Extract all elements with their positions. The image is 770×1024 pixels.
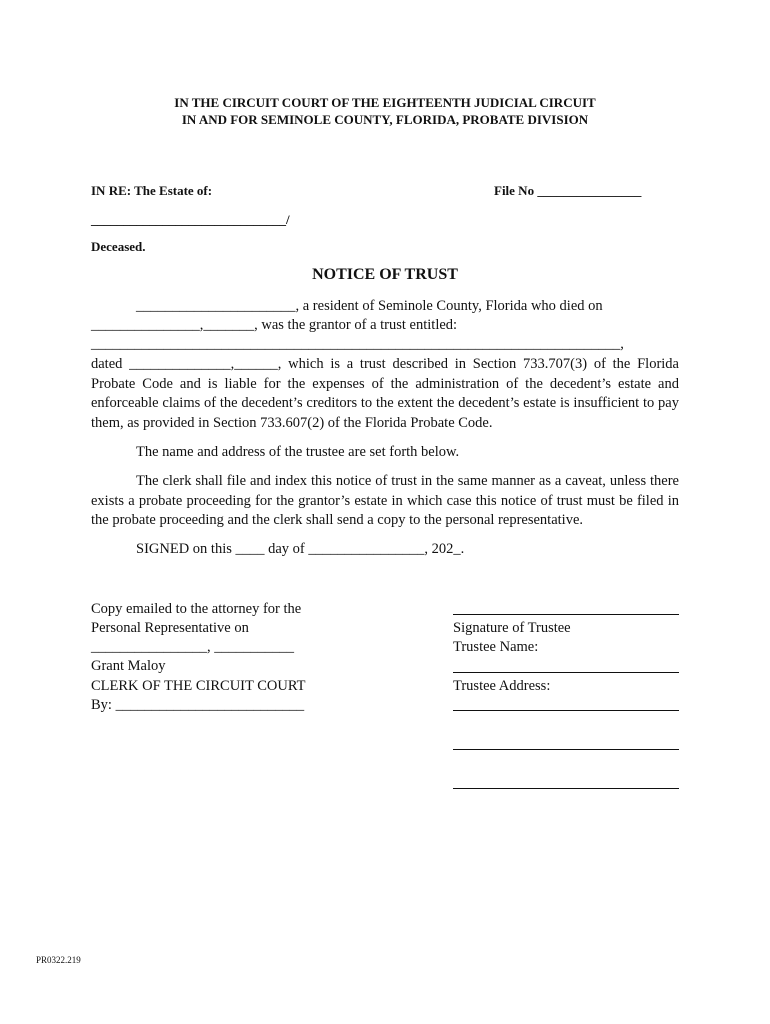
trustee-address-line3 bbox=[453, 788, 679, 789]
trustee-address-line1 bbox=[453, 710, 679, 711]
grantor-line: ______________________, a resident of Seminole County, Florida who died on bbox=[136, 298, 603, 314]
trustee-address-label: Trustee Address: bbox=[453, 678, 551, 694]
trustee-address-line2 bbox=[453, 749, 679, 750]
in-re-label: IN RE: The Estate of: bbox=[91, 183, 213, 198]
court-heading-line2: IN AND FOR SEMINOLE COUNTY, FLORIDA, PROBATE DIVISION bbox=[181, 112, 589, 127]
copy-emailed-line1: Copy emailed to the attorney for the bbox=[91, 601, 302, 617]
clerk-by-line: By: __________________________ bbox=[91, 697, 305, 713]
form-code: PR0322.219 bbox=[36, 955, 81, 965]
trustee-name-line bbox=[453, 672, 679, 673]
court-heading-line1: IN THE CIRCUIT COURT OF THE EIGHTEENTH JUDICIAL CIRCUIT bbox=[174, 95, 596, 110]
trustee-name-label: Trustee Name: bbox=[453, 639, 539, 655]
signature-of-trustee-label: Signature of Trustee bbox=[453, 620, 571, 636]
trust-description-paragraph: dated ______________,______, which is a trust described in Section 733.707(3) of the Florida Probate Code and is liable for the expenses of the administration of the decedent’s estate and enforceable claims of the decedent’s creditors to the extent the decedent’s estate is insufficient to pay them, as provided in Section 733.607(2) of the Florida Probate Code. bbox=[91, 356, 679, 431]
clerk-name: Grant Maloy bbox=[91, 658, 166, 674]
trust-title-line: _________________________________________________________________________, bbox=[91, 336, 624, 352]
copy-emailed-date-line: ________________, ___________ bbox=[91, 639, 294, 655]
clerk-title: CLERK OF THE CIRCUIT COURT bbox=[91, 678, 306, 694]
document-title: NOTICE OF TRUST bbox=[312, 266, 458, 283]
clerk-instructions-paragraph: The clerk shall file and index this notice of trust in the same manner as a caveat, unless there exists a probate proceeding for the grantor’s estate in which case this notice of trust must be filed in the probate proceeding and the clerk shall send a copy to the personal representative. bbox=[91, 473, 679, 528]
signed-date-line: SIGNED on this ____ day of ________________, 202_. bbox=[136, 541, 465, 557]
trustee-info-paragraph: The name and address of the trustee are set forth below. bbox=[136, 444, 460, 460]
copy-emailed-line2: Personal Representative on bbox=[91, 620, 249, 636]
trustee-signature-line bbox=[453, 614, 679, 615]
death-date-line: _______________,_______, was the grantor of a trust entitled: bbox=[91, 317, 458, 333]
file-number-field: File No ________________ bbox=[494, 183, 642, 198]
decedent-name-line: ______________________________/ bbox=[91, 212, 290, 227]
deceased-label: Deceased. bbox=[91, 239, 146, 254]
